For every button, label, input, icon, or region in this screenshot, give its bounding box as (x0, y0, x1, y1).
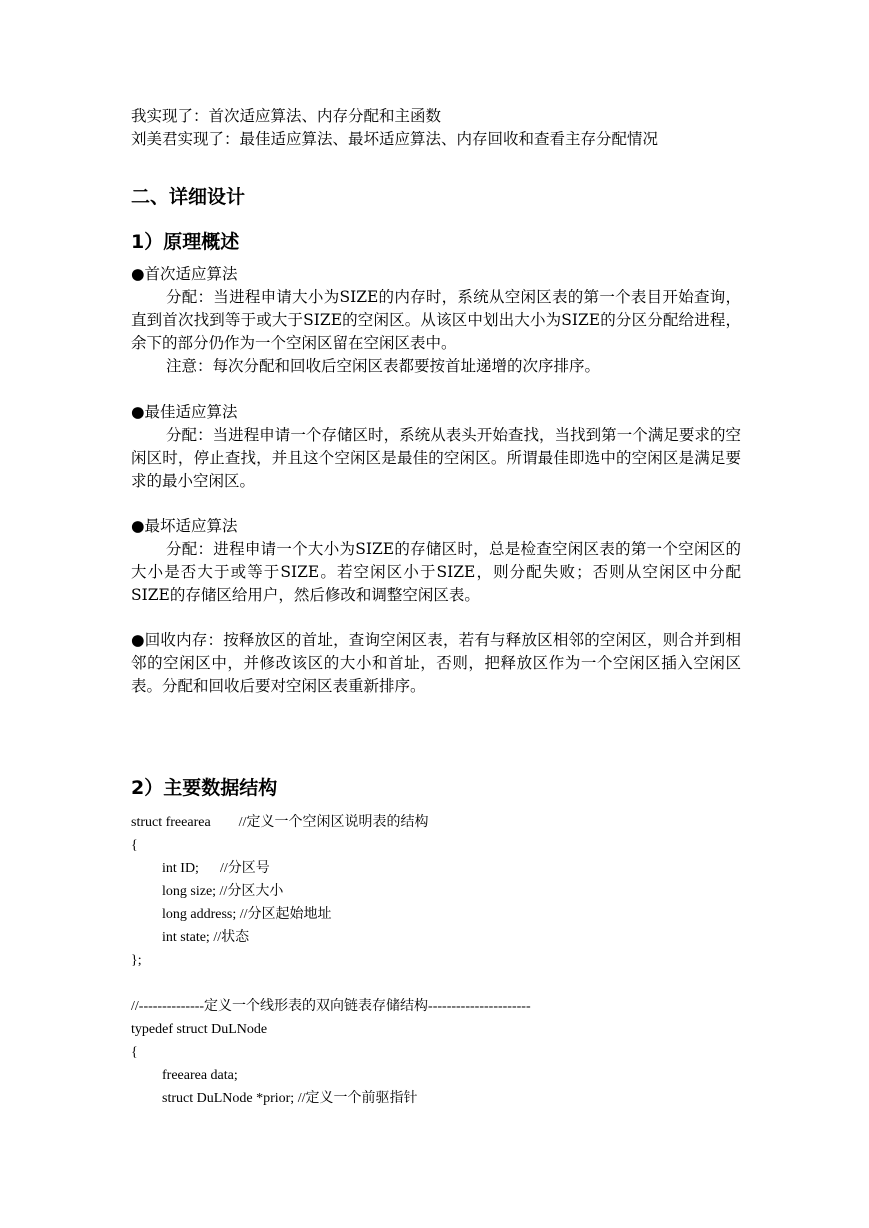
first-fit-para: 分配：当进程申请大小为SIZE的内存时，系统从空闲区表的第一个表目开始查询，直到首次找到等于或大于SIZE的空闲区。从该区中划出大小为SIZE的分区分配给进程，余下的部分仍作为一个空闲区留在空闲区表中。 (131, 288, 741, 352)
code-line: struct freearea //定义一个空闲区说明表的结构 (131, 815, 429, 830)
best-fit-title: ●最佳适应算法 (131, 403, 238, 421)
code-line: int ID; //分区号 (162, 861, 270, 876)
worst-fit-para: 分配：进程申请一个大小为SIZE的存储区时，总是检查空闲区表的第一个空闲区的大小是否大于或等于SIZE。若空闲区小于SIZE，则分配失败；否则从空闲区中分配SIZE的存储区给用户，然后修改和调整空闲区表。 (131, 540, 741, 604)
code-line: int state; //状态 (162, 930, 250, 945)
code-line: //--------------定义一个线形表的双向链表存储结构---------------------- (131, 999, 531, 1014)
code-line: freearea data; (162, 1068, 238, 1083)
code-line: long address; //分区起始地址 (162, 907, 332, 922)
first-fit-title: ●首次适应算法 (131, 265, 238, 283)
code-block (131, 811, 741, 1110)
code-line: typedef struct DuLNode (131, 1022, 268, 1037)
intro-line-2: 刘美君实现了：最佳适应算法、最坏适应算法、内存回收和查看主存分配情况 (131, 130, 659, 148)
code-blank-line (131, 972, 741, 995)
section-title: 二、详细设计 (131, 186, 246, 208)
subsection-title-principle: 1）原理概述 (131, 231, 240, 253)
code-line: }; (131, 953, 142, 968)
recycle-para: ●回收内存：按释放区的首址，查询空闲区表，若有与释放区相邻的空闲区，则合并到相邻的空闲区中，并修改该区的大小和首址，否则，把释放区作为一个空闲区插入空闲区表。分配和回收后要对空闲区表重新排序。 (131, 631, 741, 695)
intro-line-1: 我实现了：首次适应算法、内存分配和主函数 (131, 107, 442, 125)
code-line: long size; //分区大小 (162, 884, 284, 899)
code-line: { (131, 838, 138, 853)
subsection-title-data-structures: 2）主要数据结构 (131, 777, 278, 799)
first-fit-note: 注意：每次分配和回收后空闲区表都要按首址递增的次序排序。 (166, 357, 601, 375)
code-line: struct DuLNode *prior; //定义一个前驱指针 (162, 1091, 418, 1106)
worst-fit-title: ●最坏适应算法 (131, 517, 238, 535)
code-line: { (131, 1045, 138, 1060)
best-fit-para: 分配：当进程申请一个存储区时，系统从表头开始查找，当找到第一个满足要求的空闲区时，停止查找，并且这个空闲区是最佳的空闲区。所谓最佳即选中的空闲区是满足要求的最小空闲区。 (131, 426, 741, 490)
